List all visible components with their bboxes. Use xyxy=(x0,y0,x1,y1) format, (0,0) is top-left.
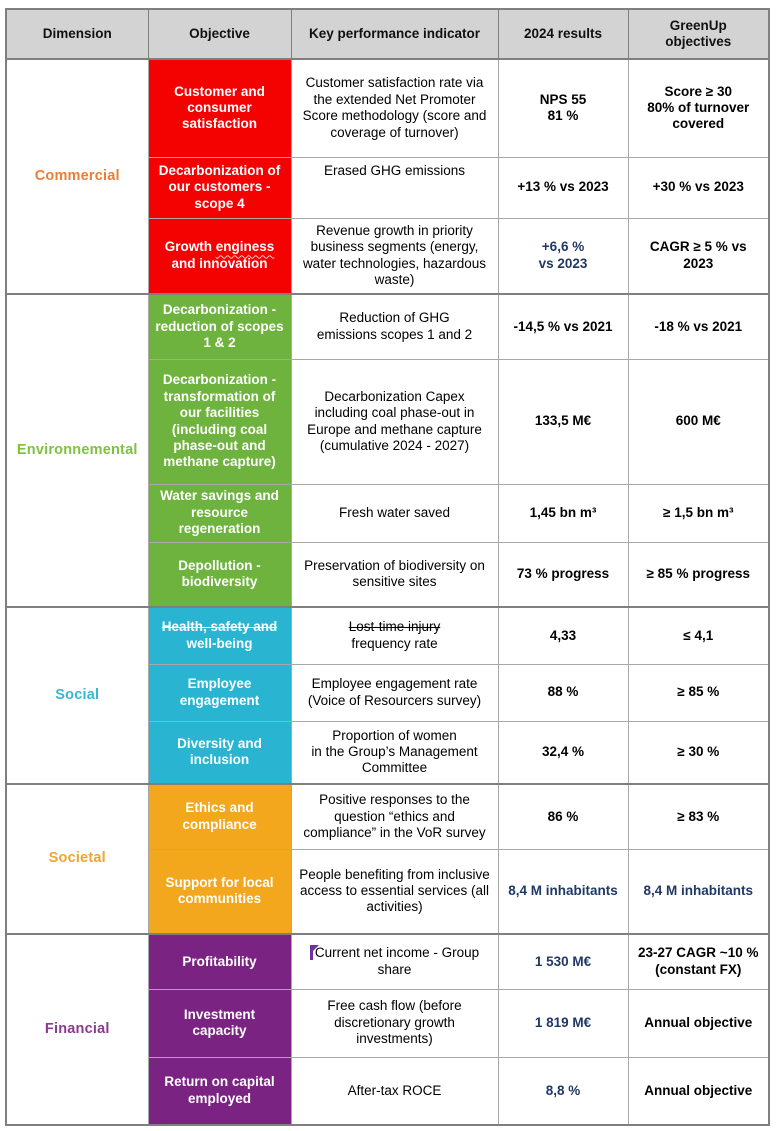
kpi-cell xyxy=(291,1057,498,1125)
text-line: CAGR ≥ 5 % vs xyxy=(649,239,747,255)
objective-cell xyxy=(148,607,291,664)
objective-cell xyxy=(148,989,291,1057)
text-line: covered xyxy=(672,116,725,132)
greenup-objective-cell xyxy=(628,294,769,359)
result-2024-cell xyxy=(498,359,628,484)
text-line: GreenUp xyxy=(669,17,727,33)
text-line: Customer satisfaction rate via the extended Net Promoter Score methodology (score and coverage of turnover) xyxy=(302,75,487,140)
text-line: Profitability xyxy=(182,953,257,969)
text-line: in the Group’s Management Committee xyxy=(311,744,478,776)
text-line: Reduction of GHG xyxy=(339,310,450,326)
kpi-table xyxy=(5,8,770,1126)
kpi-cell xyxy=(291,294,498,359)
text-line: 600 M€ xyxy=(675,413,721,429)
text-line: (constant FX) xyxy=(655,961,742,977)
text-line: Current net income - Group share xyxy=(314,945,480,977)
text-line: 8,4 M inhabitants xyxy=(508,883,618,899)
objective-cell xyxy=(148,59,291,157)
text-line: regeneration xyxy=(178,521,261,537)
text-line: capacity xyxy=(192,1023,247,1038)
text-line: NPS 55 xyxy=(539,91,587,107)
text-cursor-icon xyxy=(310,945,313,960)
text-line: ≤ 4,1 xyxy=(683,627,714,643)
text-line: Employee engagement rate (Voice of Resourcers survey) xyxy=(307,676,482,708)
text-line: communities xyxy=(177,891,262,907)
greenup-objective-cell xyxy=(628,59,769,157)
text-line: Depollution - xyxy=(178,557,261,573)
kpi-cell xyxy=(291,784,498,849)
kpi-cell xyxy=(291,664,498,721)
table-row xyxy=(6,607,769,664)
kpi-cell xyxy=(291,721,498,784)
text-line: Growth enginess xyxy=(164,239,275,255)
result-2024-cell xyxy=(498,607,628,664)
text-line: 73 % progress xyxy=(516,566,610,582)
text-line: 2024 results xyxy=(523,25,603,41)
greenup-objective-cell xyxy=(628,484,769,542)
kpi-cell xyxy=(291,607,498,664)
result-2024-cell xyxy=(498,1057,628,1125)
text-line: (including coal xyxy=(171,421,268,437)
text-line: consumer xyxy=(187,100,252,116)
text-line: 133,5 M€ xyxy=(534,413,592,429)
text-line: reduction of scopes xyxy=(155,318,284,334)
text-line: Annual objective xyxy=(644,1014,753,1030)
greenup-objective-cell xyxy=(628,607,769,664)
text-line: well-being xyxy=(186,635,253,651)
result-2024-cell xyxy=(498,294,628,359)
text-line: ≥ 85 % xyxy=(677,684,720,700)
text-line: Key performance indicator xyxy=(308,25,481,41)
text-line: Ethics and xyxy=(185,800,254,816)
result-2024-cell xyxy=(498,721,628,784)
header-dimension xyxy=(6,9,148,59)
text-line: transformation of xyxy=(163,388,276,404)
text-line: Decarbonization Capex including coal phase-out in Europe and methane capture (cumulative 2024 - 2027) xyxy=(307,388,482,453)
text-line: emissions scopes 1 and 2 xyxy=(316,326,473,342)
text-line: ≥ 83 % xyxy=(677,808,720,824)
greenup-objective-cell xyxy=(628,359,769,484)
text-line: 1 530 M€ xyxy=(534,953,592,969)
text-line: Customer and xyxy=(174,83,265,99)
text-line: our customers - xyxy=(168,179,271,195)
text-line: Revenue growth in priority business segments (energy, water technologies, hazardous waste) xyxy=(302,222,487,288)
table-header xyxy=(6,9,769,59)
kpi-cell xyxy=(291,934,498,989)
text-line: Objective xyxy=(189,25,250,41)
greenup-objective-cell xyxy=(628,542,769,607)
greenup-objective-cell xyxy=(628,784,769,849)
header-greenup-objectives xyxy=(628,9,769,59)
objective-cell xyxy=(148,484,291,542)
kpi-cell xyxy=(291,359,498,484)
text-line: frequency rate xyxy=(351,635,438,651)
greenup-objective-cell xyxy=(628,989,769,1057)
header-objective xyxy=(148,9,291,59)
text-line: ≥ 30 % xyxy=(677,744,720,760)
result-2024-cell xyxy=(498,849,628,934)
result-2024-cell xyxy=(498,218,628,294)
kpi-cell xyxy=(291,59,498,157)
text-line: Support for local xyxy=(165,874,274,890)
dimension-label: Social xyxy=(6,607,148,784)
objective-cell xyxy=(148,849,291,934)
dimension-label: Financial xyxy=(6,934,148,1125)
text-line: +6,6 % xyxy=(541,239,585,255)
text-line: and innovation xyxy=(171,255,268,271)
text-line: Decarbonization of xyxy=(158,162,281,178)
text-line: methane capture) xyxy=(163,454,276,470)
objective-cell xyxy=(148,784,291,849)
dimension-label: Commercial xyxy=(6,59,148,294)
text-line: vs 2023 xyxy=(538,255,588,271)
text-line: Investment xyxy=(183,1006,256,1022)
text-line: 88 % xyxy=(547,684,579,700)
dimension-label: Environnemental xyxy=(6,294,148,607)
text-line: employed xyxy=(187,1090,252,1106)
text-line: After-tax ROCE xyxy=(347,1082,442,1098)
result-2024-cell xyxy=(498,664,628,721)
text-line: +30 % vs 2023 xyxy=(652,179,744,195)
text-line: Annual objective xyxy=(644,1082,753,1098)
text-line: 8,8 % xyxy=(545,1082,581,1098)
text-line: Proportion of women xyxy=(332,727,457,743)
text-line: 4,33 xyxy=(549,627,577,643)
text-line: 2023 xyxy=(683,255,714,271)
objective-cell xyxy=(148,721,291,784)
text-line: People benefiting from inclusive access to essential services (all activities) xyxy=(299,866,490,915)
objective-cell xyxy=(148,218,291,294)
text-line: +13 % vs 2023 xyxy=(517,179,609,195)
text-line: Score ≥ 30 xyxy=(664,83,732,99)
text-line: inclusion xyxy=(189,752,250,768)
text-line: Water savings and xyxy=(160,488,279,504)
result-2024-cell xyxy=(498,484,628,542)
result-2024-cell xyxy=(498,989,628,1057)
text-line: 1 819 M€ xyxy=(534,1014,592,1030)
greenup-objective-cell xyxy=(628,664,769,721)
text-line: Dimension xyxy=(42,25,112,41)
struck-text-line: Lost-time injury xyxy=(348,619,441,635)
kpi-cell xyxy=(291,157,498,218)
text-line: objectives xyxy=(665,34,732,49)
text-line: scope 4 xyxy=(194,195,245,211)
text-line: satisfaction xyxy=(181,116,258,132)
greenup-objective-cell xyxy=(628,849,769,934)
result-2024-cell xyxy=(498,542,628,607)
table-body xyxy=(6,59,769,1125)
text-line: Decarbonization - xyxy=(162,302,277,318)
text-line: 80% of turnover xyxy=(647,100,750,116)
kpi-cell xyxy=(291,989,498,1057)
text-line: 23-27 CAGR ~10 % xyxy=(638,945,759,961)
text-line: Fresh water saved xyxy=(338,504,451,520)
greenup-objective-cell xyxy=(628,157,769,218)
header-row xyxy=(6,9,769,59)
text-line: 86 % xyxy=(547,808,579,824)
text-line: Free cash flow (before discretionary growth investments) xyxy=(327,998,462,1047)
text-line: 81 % xyxy=(547,108,579,124)
result-2024-cell xyxy=(498,59,628,157)
objective-cell xyxy=(148,157,291,218)
text-line: ≥ 85 % progress xyxy=(646,566,750,582)
greenup-objective-cell xyxy=(628,934,769,989)
header-2024-results xyxy=(498,9,628,59)
result-2024-cell xyxy=(498,934,628,989)
text-line: phase-out and xyxy=(173,437,266,453)
greenup-objective-cell xyxy=(628,1057,769,1125)
text-line: biodiversity xyxy=(181,574,258,590)
text-line: Diversity and xyxy=(177,735,262,751)
kpi-cell xyxy=(291,484,498,542)
text-line: Erased GHG emissions xyxy=(323,162,466,178)
objective-cell xyxy=(148,664,291,721)
objective-cell xyxy=(148,934,291,989)
objective-cell xyxy=(148,294,291,359)
result-2024-cell xyxy=(498,157,628,218)
greenup-objective-cell xyxy=(628,721,769,784)
struck-text-line: Health, safety and xyxy=(161,619,278,635)
table-row xyxy=(6,294,769,359)
spellcheck-squiggle-word: enginess xyxy=(215,239,275,255)
text-line: 32,4 % xyxy=(541,744,585,760)
objective-cell xyxy=(148,359,291,484)
text-line: our facilities xyxy=(179,405,260,421)
greenup-objective-cell xyxy=(628,218,769,294)
text-line: 1 & 2 xyxy=(203,334,236,350)
kpi-cell xyxy=(291,849,498,934)
text-line: Employee xyxy=(187,676,252,692)
text-line: Positive responses to the question “ethics and compliance” in the VoR survey xyxy=(303,792,486,840)
text-line: Return on capital xyxy=(164,1074,275,1090)
objective-cell xyxy=(148,1057,291,1125)
text-line: Decarbonization - xyxy=(162,372,277,388)
dimension-label: Societal xyxy=(6,784,148,934)
text-line: compliance xyxy=(182,816,257,832)
table-row xyxy=(6,59,769,157)
objective-cell xyxy=(148,542,291,607)
text-line: ≥ 1,5 bn m³ xyxy=(663,504,734,520)
kpi-cell xyxy=(291,218,498,294)
text-line: 8,4 M inhabitants xyxy=(643,883,754,899)
text-line: 1,45 bn m³ xyxy=(529,504,597,520)
kpi-cell xyxy=(291,542,498,607)
text-line: resource xyxy=(190,504,249,520)
text-line: -14,5 % vs 2021 xyxy=(513,318,613,334)
text-line: Preservation of biodiversity on sensitive sites xyxy=(304,557,485,590)
result-2024-cell xyxy=(498,784,628,849)
text-line: -18 % vs 2021 xyxy=(654,318,743,334)
table-row xyxy=(6,784,769,849)
header-kpi xyxy=(291,9,498,59)
table-row xyxy=(6,934,769,989)
text-line: engagement xyxy=(179,692,260,708)
